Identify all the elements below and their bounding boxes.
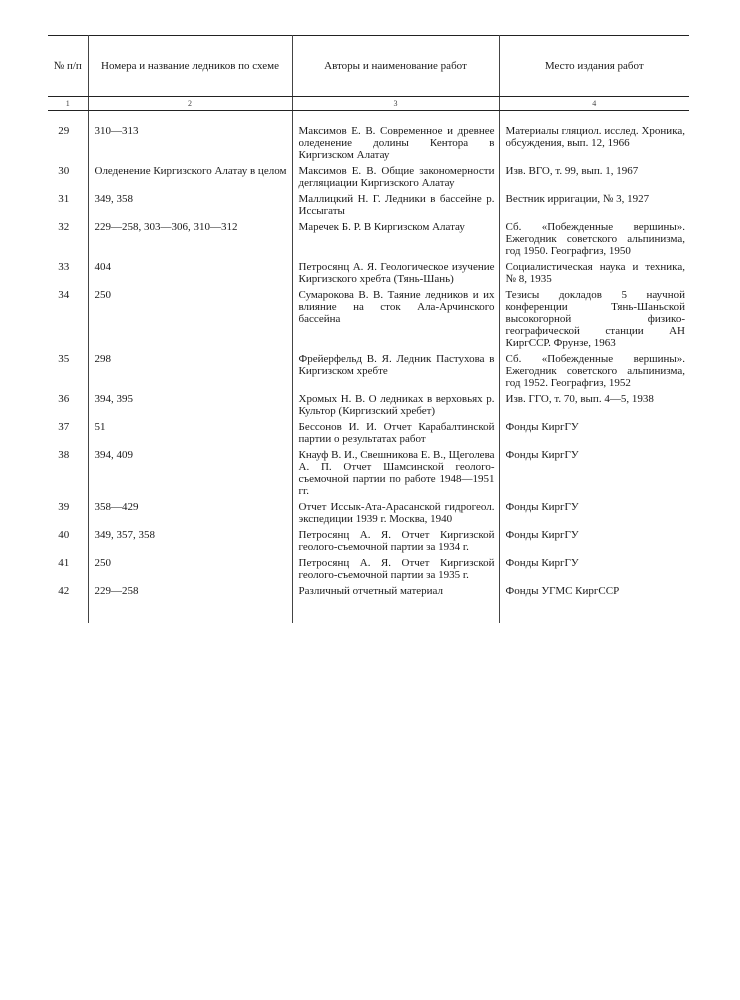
column-index: 3 bbox=[292, 97, 499, 111]
row-glaciers: 394, 409 bbox=[88, 449, 292, 501]
row-number: 31 bbox=[48, 193, 88, 221]
table-row bbox=[48, 353, 689, 393]
bibliography-table bbox=[48, 35, 689, 623]
table-row bbox=[48, 557, 689, 585]
row-number: 33 bbox=[48, 261, 88, 289]
row-authors: Маллицкий Н. Г. Ледники в бассейне р. Иссыгаты bbox=[292, 193, 499, 221]
row-glaciers: 250 bbox=[88, 557, 292, 585]
column-index: 2 bbox=[88, 97, 292, 111]
table-row bbox=[48, 585, 689, 601]
table-body bbox=[48, 125, 689, 601]
header-place: Место издания работ bbox=[499, 36, 689, 97]
row-number: 42 bbox=[48, 585, 88, 601]
row-place: Сб. «Побежденные вершины». Ежегодник советского альпинизма, год 1950. Географгиз, 1950 bbox=[505, 221, 685, 257]
row-number: 35 bbox=[48, 353, 88, 393]
row-glaciers: 349, 358 bbox=[88, 193, 292, 221]
table-row bbox=[48, 165, 689, 193]
row-number: 34 bbox=[48, 289, 88, 353]
row-place: Тезисы докладов 5 научной конференции Тянь-Шаньской высокогорной физико-географической станции АН КиргССР. Фрунзе, 1963 bbox=[505, 289, 685, 349]
row-glaciers: 229—258, 303—306, 310—312 bbox=[88, 221, 292, 261]
row-authors: Кнауф В. И., Свешникова Е. В., Щеголева А. П. Отчет Шамсинской геолого-съемочной партии по работе 1948—1951 гг. bbox=[292, 449, 499, 501]
row-glaciers: 358—429 bbox=[88, 501, 292, 529]
row-number: 38 bbox=[48, 449, 88, 501]
row-place: Фонды КиргГУ bbox=[505, 421, 579, 433]
row-place: Фонды КиргГУ bbox=[505, 501, 579, 513]
row-number: 36 bbox=[48, 393, 88, 421]
row-place: Вестник ирригации, № 3, 1927 bbox=[505, 193, 650, 205]
row-place: Фонды КиргГУ bbox=[505, 529, 579, 541]
row-number: 39 bbox=[48, 501, 88, 529]
row-number: 41 bbox=[48, 557, 88, 585]
row-authors: Петросянц А. Я. Геологическое изучение Киргизского хребта (Тянь-Шань) bbox=[292, 261, 499, 289]
column-index-row bbox=[48, 97, 689, 111]
row-number: 30 bbox=[48, 165, 88, 193]
table-row bbox=[48, 125, 689, 165]
table-row bbox=[48, 221, 689, 261]
header-glaciers: Номера и название ледников по схеме bbox=[88, 36, 292, 97]
row-authors: Бессонов И. И. Отчет Карабалтинской партии о результатах работ bbox=[292, 421, 499, 449]
row-place: Фонды КиргГУ bbox=[505, 449, 579, 461]
row-number: 29 bbox=[48, 125, 88, 165]
row-authors: Фрейерфельд В. Я. Ледник Пастухова в Киргизском хребте bbox=[292, 353, 499, 393]
row-glaciers: 394, 395 bbox=[88, 393, 292, 421]
row-authors: Отчет Иссык-Ата-Арасанской гидрогеол. экспедиции 1939 г. Москва, 1940 bbox=[292, 501, 499, 529]
row-glaciers: 349, 357, 358 bbox=[88, 529, 292, 557]
header-authors: Авторы и наименование работ bbox=[292, 36, 499, 97]
table-row bbox=[48, 289, 689, 353]
column-index: 4 bbox=[499, 97, 689, 111]
row-authors: Петросянц А. Я. Отчет Киргизской геолого-съемочной партии за 1934 г. bbox=[292, 529, 499, 557]
row-place: Фонды УГМС КиргССР bbox=[505, 585, 620, 597]
row-glaciers: 298 bbox=[88, 353, 292, 393]
row-authors: Петросянц А. Я. Отчет Киргизской геолого-съемочной партии за 1935 г. bbox=[292, 557, 499, 585]
row-place: Социалистическая наука и техника, № 8, 1935 bbox=[505, 261, 685, 285]
row-glaciers: Оледенение Киргизского Алатау в целом bbox=[88, 165, 292, 193]
table-header-row bbox=[48, 36, 689, 97]
row-authors: Сумарокова В. В. Таяние ледников и их влияние на сток Ала-Арчинского бассейна bbox=[292, 289, 499, 353]
table-row bbox=[48, 193, 689, 221]
header-number: № п/п bbox=[48, 36, 88, 97]
table-row bbox=[48, 449, 689, 501]
table-row bbox=[48, 393, 689, 421]
table-row bbox=[48, 529, 689, 557]
row-place: Сб. «Побежденные вершины». Ежегодник советского альпинизма, год 1952. Географгиз, 1952 bbox=[505, 353, 685, 389]
row-place: Материалы гляциол. исслед. Хроника, обсуждения, вып. 12, 1966 bbox=[505, 125, 685, 149]
table-row bbox=[48, 421, 689, 449]
row-glaciers: 229—258 bbox=[88, 585, 292, 601]
table-row bbox=[48, 261, 689, 289]
row-place: Изв. ГГО, т. 70, вып. 4—5, 1938 bbox=[505, 393, 654, 405]
row-authors: Хромых Н. В. О ледниках в верховьях р. Культор (Киргизский хребет) bbox=[292, 393, 499, 421]
table-row bbox=[48, 501, 689, 529]
row-place: Фонды КиргГУ bbox=[505, 557, 579, 569]
row-glaciers: 51 bbox=[88, 421, 292, 449]
row-glaciers: 310—313 bbox=[88, 125, 292, 165]
row-authors: Различный отчетный материал bbox=[292, 585, 499, 601]
row-glaciers: 404 bbox=[88, 261, 292, 289]
row-authors: Максимов Е. В. Общие закономерности дегляциации Киргизского Алатау bbox=[292, 165, 499, 193]
row-glaciers: 250 bbox=[88, 289, 292, 353]
row-number: 32 bbox=[48, 221, 88, 261]
row-authors: Маречек Б. Р. В Киргизском Алатау bbox=[292, 221, 499, 261]
row-number: 40 bbox=[48, 529, 88, 557]
row-number: 37 bbox=[48, 421, 88, 449]
column-index: 1 bbox=[48, 97, 88, 111]
row-authors: Максимов Е. В. Современное и древнее оледенение долины Кентора в Киргизском Алатау bbox=[292, 125, 499, 165]
row-place: Изв. ВГО, т. 99, вып. 1, 1967 bbox=[505, 165, 639, 177]
